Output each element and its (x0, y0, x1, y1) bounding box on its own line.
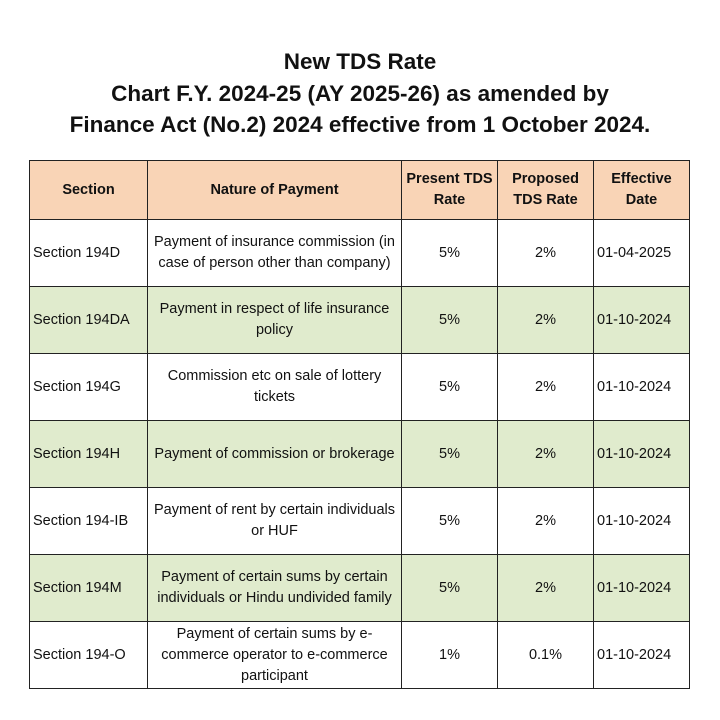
cell-section: Section 194D (30, 220, 148, 287)
cell-nature: Commission etc on sale of lottery tickets (148, 354, 402, 421)
tds-rate-table (29, 160, 690, 689)
header-proposed-line-2: TDS Rate (513, 192, 578, 208)
table-row (30, 354, 690, 421)
title-line-3: Finance Act (No.2) 2024 effective from 1 October 2024. (69, 112, 651, 137)
cell-proposed-rate: 2% (498, 488, 594, 555)
header-present-tds-rate (402, 161, 498, 220)
header-proposed-line-1: Proposed (512, 171, 579, 187)
title-line-2: Chart F.Y. 2024-25 (AY 2025-26) as amended by (111, 80, 609, 106)
cell-proposed-rate: 2% (498, 287, 594, 354)
table-row (30, 220, 690, 287)
cell-effective-date: 01-04-2025 (594, 220, 690, 287)
cell-nature: Payment in respect of life insurance policy (148, 287, 402, 354)
cell-present-rate: 5% (402, 287, 498, 354)
cell-present-rate: 5% (402, 488, 498, 555)
cell-nature: Payment of insurance commission (in case of person other than company) (148, 220, 402, 287)
cell-section: Section 194M (30, 555, 148, 622)
title-line-1: New TDS Rate (283, 49, 437, 74)
header-proposed-tds-rate (498, 161, 594, 220)
header-effective-date (594, 161, 690, 220)
cell-effective-date: 01-10-2024 (594, 354, 690, 421)
header-section: Section (30, 161, 148, 220)
cell-present-rate: 5% (402, 220, 498, 287)
cell-proposed-rate: 2% (498, 220, 594, 287)
cell-section: Section 194H (30, 421, 148, 488)
table-header-row (30, 161, 690, 220)
cell-section: Section 194DA (30, 287, 148, 354)
cell-present-rate: 1% (402, 622, 498, 689)
cell-effective-date: 01-10-2024 (594, 287, 690, 354)
cell-nature: Payment of commission or brokerage (148, 421, 402, 488)
cell-present-rate: 5% (402, 421, 498, 488)
header-present-line-2: Rate (433, 192, 466, 208)
header-effective-line-1: Effective (611, 171, 672, 187)
cell-present-rate: 5% (402, 354, 498, 421)
table-row (30, 622, 690, 689)
header-effective-line-2: Date (625, 192, 658, 208)
table-row (30, 287, 690, 354)
cell-nature: Payment of certain sums by e-commerce operator to e-commerce participant (148, 622, 402, 689)
cell-section: Section 194-O (30, 622, 148, 689)
cell-section: Section 194G (30, 354, 148, 421)
cell-effective-date: 01-10-2024 (594, 555, 690, 622)
header-present-line-1: Present TDS (406, 171, 493, 187)
cell-proposed-rate: 2% (498, 354, 594, 421)
table-row (30, 555, 690, 622)
cell-present-rate: 5% (402, 555, 498, 622)
header-nature-of-payment: Nature of Payment (148, 161, 402, 220)
cell-nature: Payment of rent by certain individuals or HUF (148, 488, 402, 555)
cell-effective-date: 01-10-2024 (594, 421, 690, 488)
table-row (30, 488, 690, 555)
page-title (0, 46, 720, 141)
cell-proposed-rate: 0.1% (498, 622, 594, 689)
table-row (30, 421, 690, 488)
cell-proposed-rate: 2% (498, 555, 594, 622)
cell-effective-date: 01-10-2024 (594, 622, 690, 689)
cell-proposed-rate: 2% (498, 421, 594, 488)
cell-nature: Payment of certain sums by certain individuals or Hindu undivided family (148, 555, 402, 622)
cell-section: Section 194-IB (30, 488, 148, 555)
cell-effective-date: 01-10-2024 (594, 488, 690, 555)
